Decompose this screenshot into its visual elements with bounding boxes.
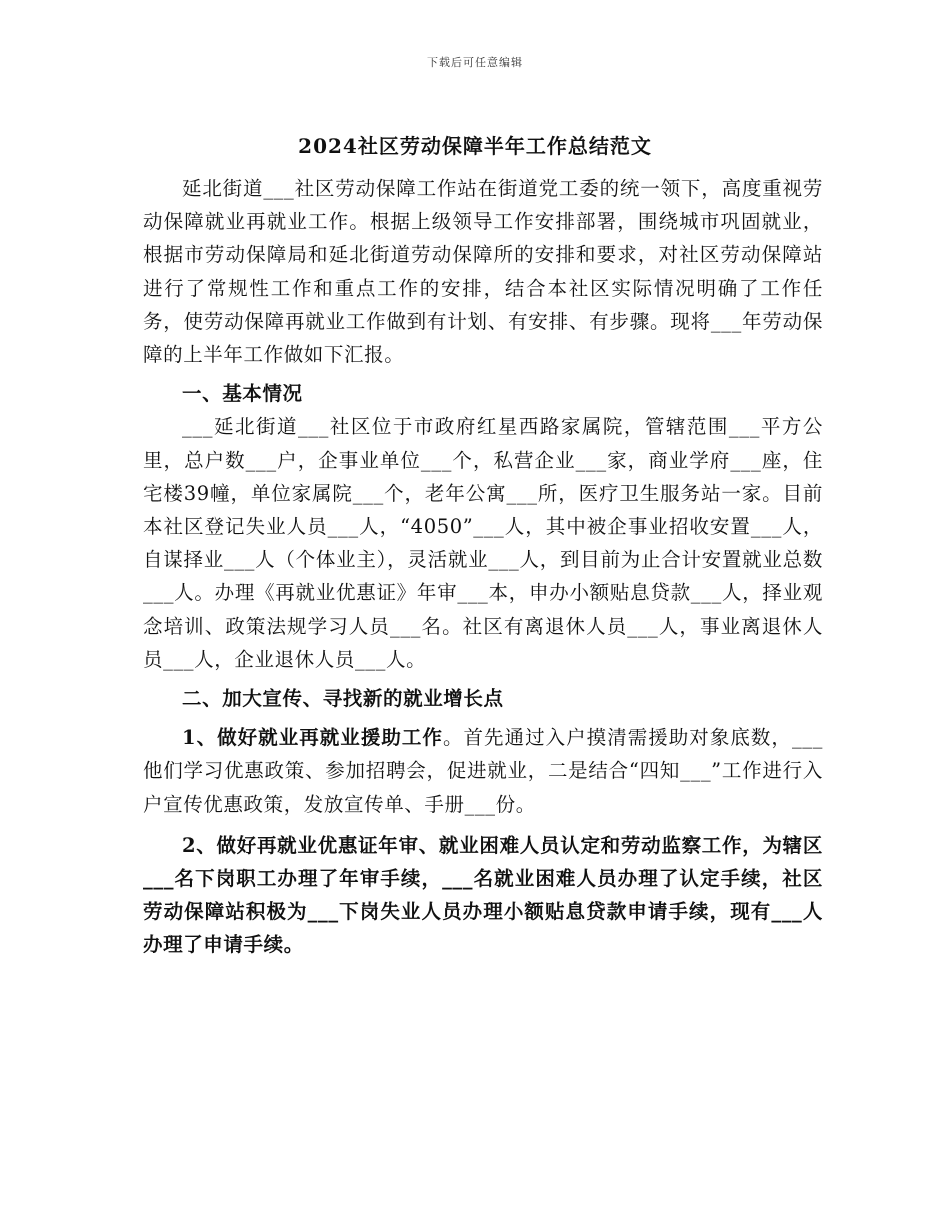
document-body: [143, 172, 823, 962]
document-title: 2024社区劳动保障半年工作总结范文: [298, 134, 652, 158]
section-heading-basic: 一、基本情况: [182, 382, 303, 406]
intro-paragraph: 延北街道___社区劳动保障工作站在街道党工委的统一领下，高度重视劳动保障就业再就业工作。根据上级领导工作安排部署，围绕城市巩固就业，根据市劳动保障局和延北街道劳动保障所的安排和要求，对社区劳动保障站进行了常规性工作和重点工作的安排，结合本社区实际情况明确了工作任务，使劳动保障再就业工作做到有计划、有安排、有步骤。现将___年劳动保障的上半年工作做如下汇报。: [143, 177, 823, 367]
item-1-text: 。首先通过入户摸清需援助对象底数，___他们学习优惠政策、参加招聘会，促进就业，二是结合“四知___”工作进行入户宣传优惠政策，发放宣传单、手册___份。: [143, 726, 823, 816]
basic-info-paragraph: ___延北街道___社区位于市政府红星西路家属院，管辖范围___平方公里，总户数___户，企事业单位___个，私营企业___家，商业学府___座，住宅楼39幢，单位家属院___个，老年公寓___所，医疗卫生服务站一家。目前本社区登记失业人员___人，“4050”___人，其中被企事业招收安置___人，自谋择业___人（个体业主），灵活就业___人，到目前为止合计安置就业总数___人。办理《再就业优惠证》年审___本，申办小额贴息贷款___人，择业观念培训、政策法规学习人员___名。社区有离退休人员___人，事业离退休人员___人，企业退休人员___人。: [143, 415, 823, 671]
header-note: 下载后可任意编辑: [427, 56, 523, 69]
section-heading-publicity: 二、加大宣传、寻找新的就业增长点: [182, 687, 504, 711]
item-2-paragraph: 2、做好再就业优惠证年审、就业困难人员认定和劳动监察工作，为辖区___名下岗职工办理了年审手续，___名就业困难人员办理了认定手续，社区劳动保障站积极为___下岗失业人员办理小额贴息贷款申请手续，现有___人办理了申请手续。: [143, 833, 823, 957]
item-1-lead: 1、做好就业再就业援助工作: [182, 726, 443, 750]
item-1-paragraph: [143, 721, 823, 821]
